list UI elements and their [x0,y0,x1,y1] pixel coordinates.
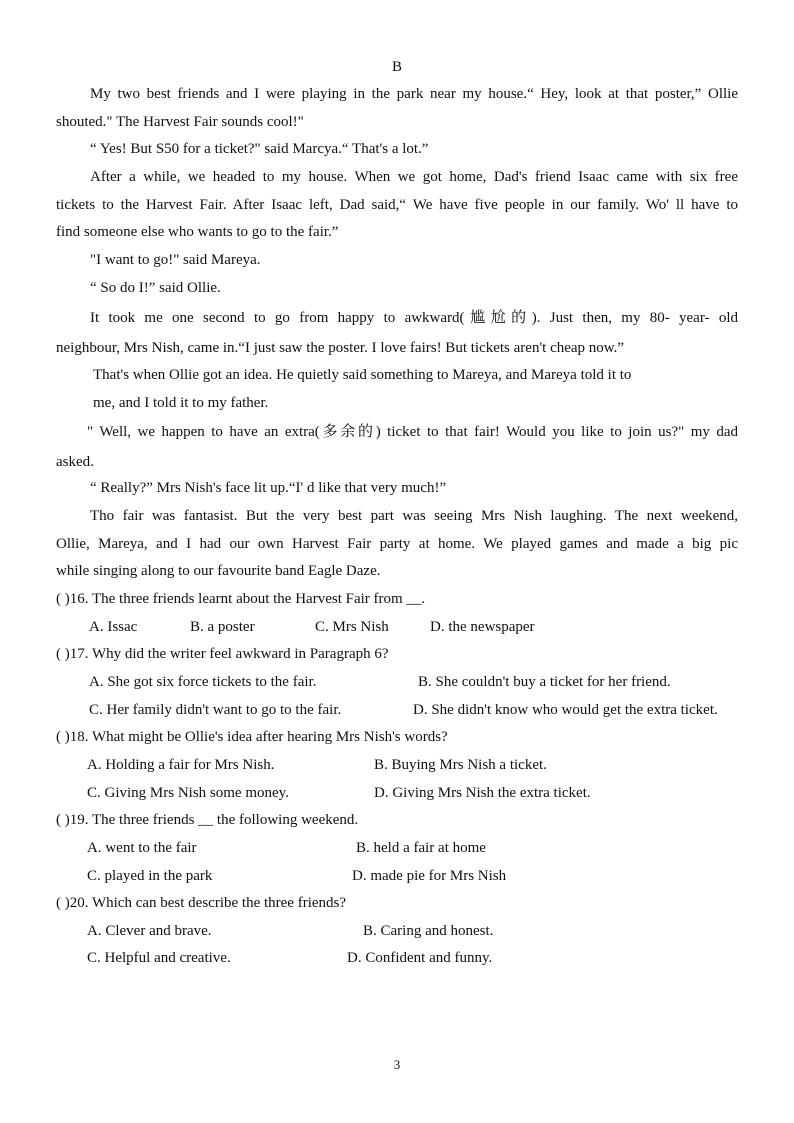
question-20-option-d: D. Confident and funny. [347,950,493,966]
passage-line: My two best friends and I were playing in the park near my house.“ Hey, look at that poster,” Ollie [90,86,738,102]
question-20-stem: ( )20. Which can best describe the three friends? [56,895,347,911]
question-19-option-a: A. went to the fair [87,840,197,856]
page-number: 3 [393,1057,401,1072]
passage-line: me, and I told it to my father. [93,394,269,411]
passage-line: " Well, we happen to have an extra(多余的) ticket to that fair! Would you like to join us?" my dad [87,424,738,440]
question-19-stem: ( )19. The three friends __ the following weekend. [56,812,359,828]
question-19-option-d: D. made pie for Mrs Nish [352,868,507,884]
question-17-option-b: B. She couldn't buy a ticket for her friend. [418,674,671,690]
question-17-option-c: C. Her family didn't want to go to the fair. [89,702,342,718]
passage-line: “ So do I!” said Ollie. [90,280,221,296]
passage-paragraph-7 [93,362,713,417]
passage-line: tickets to the Harvest Fair. After Isaac left, Dad said,“ We have five people in our family. Wo' ll have to [56,196,738,213]
question-16-option-d: D. the newspaper [430,619,535,635]
question-16-option-b: B. a poster [190,619,255,635]
passage-paragraph-2 [56,136,738,164]
question-17-option-d: D. She didn't know who would get the extra ticket. [413,702,718,718]
question-18-option-a: A. Holding a fair for Mrs Nish. [87,757,275,773]
passage-paragraph-1 [56,81,738,136]
question-18-option-c: C. Giving Mrs Nish some money. [87,785,289,801]
passage-line: while singing along to our favourite band Eagle Daze. [56,563,381,580]
section-letter: B [391,59,402,75]
passage-paragraph-9 [56,475,738,503]
passage-line: shouted." The Harvest Fair sounds cool!" [56,113,304,130]
question-20-option-c: C. Helpful and creative. [87,950,231,966]
question-18-option-b: B. Buying Mrs Nish a ticket. [374,757,547,773]
question-20-option-a: A. Clever and brave. [87,923,212,939]
passage-line: After a while, we headed to my house. When we got home, Dad's friend Isaac came with six free [90,169,738,185]
question-16-option-a: A. Issac [89,619,138,635]
question-17-stem: ( )17. Why did the writer feel awkward in Paragraph 6? [56,646,389,662]
question-16-option-c: C. Mrs Nish [315,619,389,635]
passage-paragraph-6 [56,303,738,363]
passage-paragraph-3 [56,164,738,247]
question-18-stem: ( )18. What might be Ollie's idea after hearing Mrs Nish's words? [56,729,448,745]
passage-line: It took me one second to go from happy to awkward(尴尬的). Just then, my 80- year- old [90,310,738,326]
passage-paragraph-8 [56,417,738,477]
passage-paragraph-5 [56,275,738,303]
passage-line: Tho fair was fantasist. But the very best part was seeing Mrs Nish laughing. The next weekend, [90,508,738,524]
question-19-option-c: C. played in the park [87,868,213,884]
question-19-option-b: B. held a fair at home [356,840,486,856]
question-20-option-b: B. Caring and honest. [363,923,494,939]
passage-line: neighbour, Mrs Nish, came in.“I just saw the poster. I love fairs! But tickets aren't cheap now.” [56,340,625,356]
passage-line: "I want to go!" said Mareya. [90,252,261,268]
passage-line: Ollie, Mareya, and I had our own Harvest Fair party at home. We played games and made a big pic [56,535,738,552]
passage-paragraph-4 [56,247,738,275]
passage-line: find someone else who wants to go to the fair.” [56,224,339,241]
passage-line: “ Yes! But S50 for a ticket?" said Marcya.“ That's a lot.” [90,141,429,157]
passage-line: That's when Ollie got an idea. He quietly said something to Mareya, and Mareya told it to [93,367,632,383]
passage-line: asked. [56,454,94,470]
passage-line: “ Really?” Mrs Nish's face lit up.“I' d like that very much!” [90,480,447,496]
question-16-stem: ( )16. The three friends learnt about the Harvest Fair from __. [56,591,426,607]
question-17-option-a: A. She got six force tickets to the fair. [89,674,317,690]
passage-paragraph-10 [56,503,738,586]
question-18-option-d: D. Giving Mrs Nish the extra ticket. [374,785,591,801]
